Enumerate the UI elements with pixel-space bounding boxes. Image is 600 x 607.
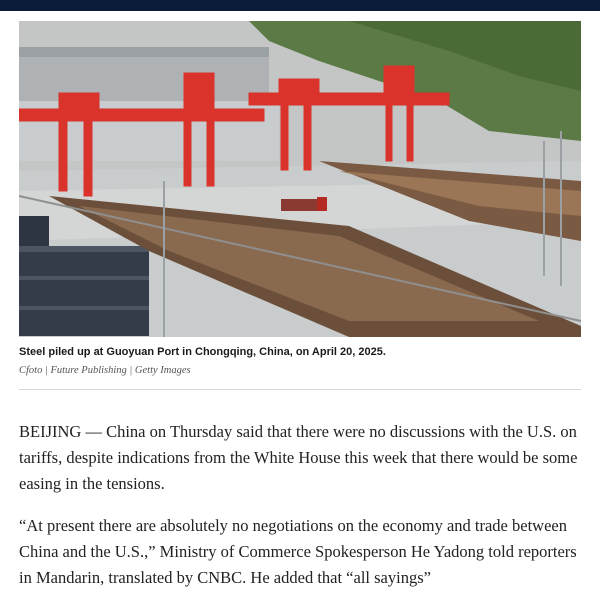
photo-credit: Cfoto | Future Publishing | Getty Images bbox=[19, 365, 191, 376]
divider bbox=[19, 389, 581, 390]
article-paragraph: BEIJING — China on Thursday said that there were no discussions with the U.S. on tariffs, despite indications from the White House this week that there would be some easing in the tensions. bbox=[19, 422, 578, 493]
site-header-bar bbox=[0, 0, 600, 11]
article-paragraph: “At present there are absolutely no negotiations on the economy and trade between China and the U.S.,” Ministry of Commerce Spokesperson He Yadong told reporters in Mandarin, translated by CNBC. He added that “all sayings” bbox=[19, 516, 577, 587]
article-photo bbox=[19, 21, 581, 337]
port-steel-photo bbox=[19, 21, 581, 337]
photo-caption: Steel piled up at Guoyuan Port in Chongqing, China, on April 20, 2025. bbox=[19, 346, 386, 358]
article-body bbox=[19, 419, 584, 607]
